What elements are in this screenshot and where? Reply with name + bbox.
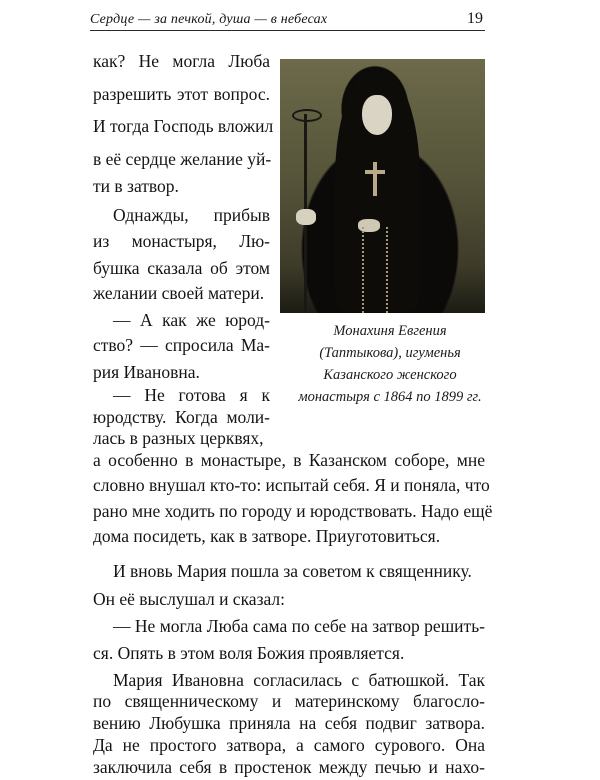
text-line: заключила себя в простенок между печью и нахо-	[93, 757, 485, 777]
cross-icon	[373, 162, 377, 196]
text-line: ся. Опять в этом воля Божия проявляется.	[93, 643, 405, 663]
portrait-photo	[280, 59, 485, 313]
text-line: дома посидеть, как в затворе. Приуготовиться.	[93, 526, 441, 546]
face	[362, 95, 392, 135]
running-title: Сердце — за печкой, душа — в небесах	[90, 12, 328, 27]
text-line: Мария Ивановна согласилась с батюшкой. Так	[113, 670, 485, 690]
text-line: по священническому и материнскому благосло-	[93, 691, 485, 711]
cross-icon-bar	[365, 170, 385, 174]
figure-caption	[290, 320, 490, 408]
text-line: — А как же юрод-	[113, 310, 270, 330]
text-line: желании своей матери.	[93, 283, 265, 303]
text-line: а особенно в монастыре, в Казанском соборе, мне	[93, 450, 485, 470]
caption-line: (Таптыкова), игуменья	[319, 345, 461, 361]
text-line: лась в разных церквях,	[93, 428, 264, 448]
text-line: И тогда Господь вложил	[93, 116, 274, 136]
text-line: Однажды, прибыв	[113, 205, 270, 225]
text-line: И вновь Мария пошла за советом к священнику.	[113, 561, 472, 581]
text-line: разрешить этот вопрос.	[93, 84, 270, 104]
text-line: из монастыря, Лю-	[93, 231, 270, 251]
hand	[296, 209, 316, 225]
text-line: в её сердце желание уй-	[93, 149, 272, 169]
text-line: вению Любушка приняла на себя подвиг затвора.	[93, 713, 485, 733]
caption-line: Казанского женского	[323, 367, 457, 383]
text-line: юродству. Когда моли-	[93, 407, 270, 427]
page-number: 19	[467, 10, 483, 27]
text-line: ти в затвор.	[93, 176, 179, 196]
text-line: ство? — спросила Ма-	[93, 335, 270, 355]
text-line: рано мне ходить по городу и юродствовать. Надо ещё	[93, 501, 493, 521]
text-line: бушка сказала об этом	[93, 258, 270, 278]
text-line: — Не готова я к	[113, 385, 270, 405]
text-line: словно внушал кто-то: испытай себя. Я и поняла, что	[93, 475, 490, 495]
text-line: как? Не могла Люба	[93, 51, 270, 71]
text-line: рия Ивановна.	[93, 362, 200, 382]
rosary	[362, 227, 388, 313]
caption-line: Монахиня Евгения	[333, 323, 447, 339]
text-line: Да не простого затвора, а самого сурового. Она	[93, 735, 485, 755]
running-head	[90, 6, 485, 31]
caption-line: монастыря с 1864 по 1899 гг.	[298, 389, 482, 405]
text-line: — Не могла Люба сама по себе на затвор решить-	[113, 616, 485, 636]
staff-top	[292, 109, 322, 122]
text-line: Он её выслушал и сказал:	[93, 589, 286, 609]
